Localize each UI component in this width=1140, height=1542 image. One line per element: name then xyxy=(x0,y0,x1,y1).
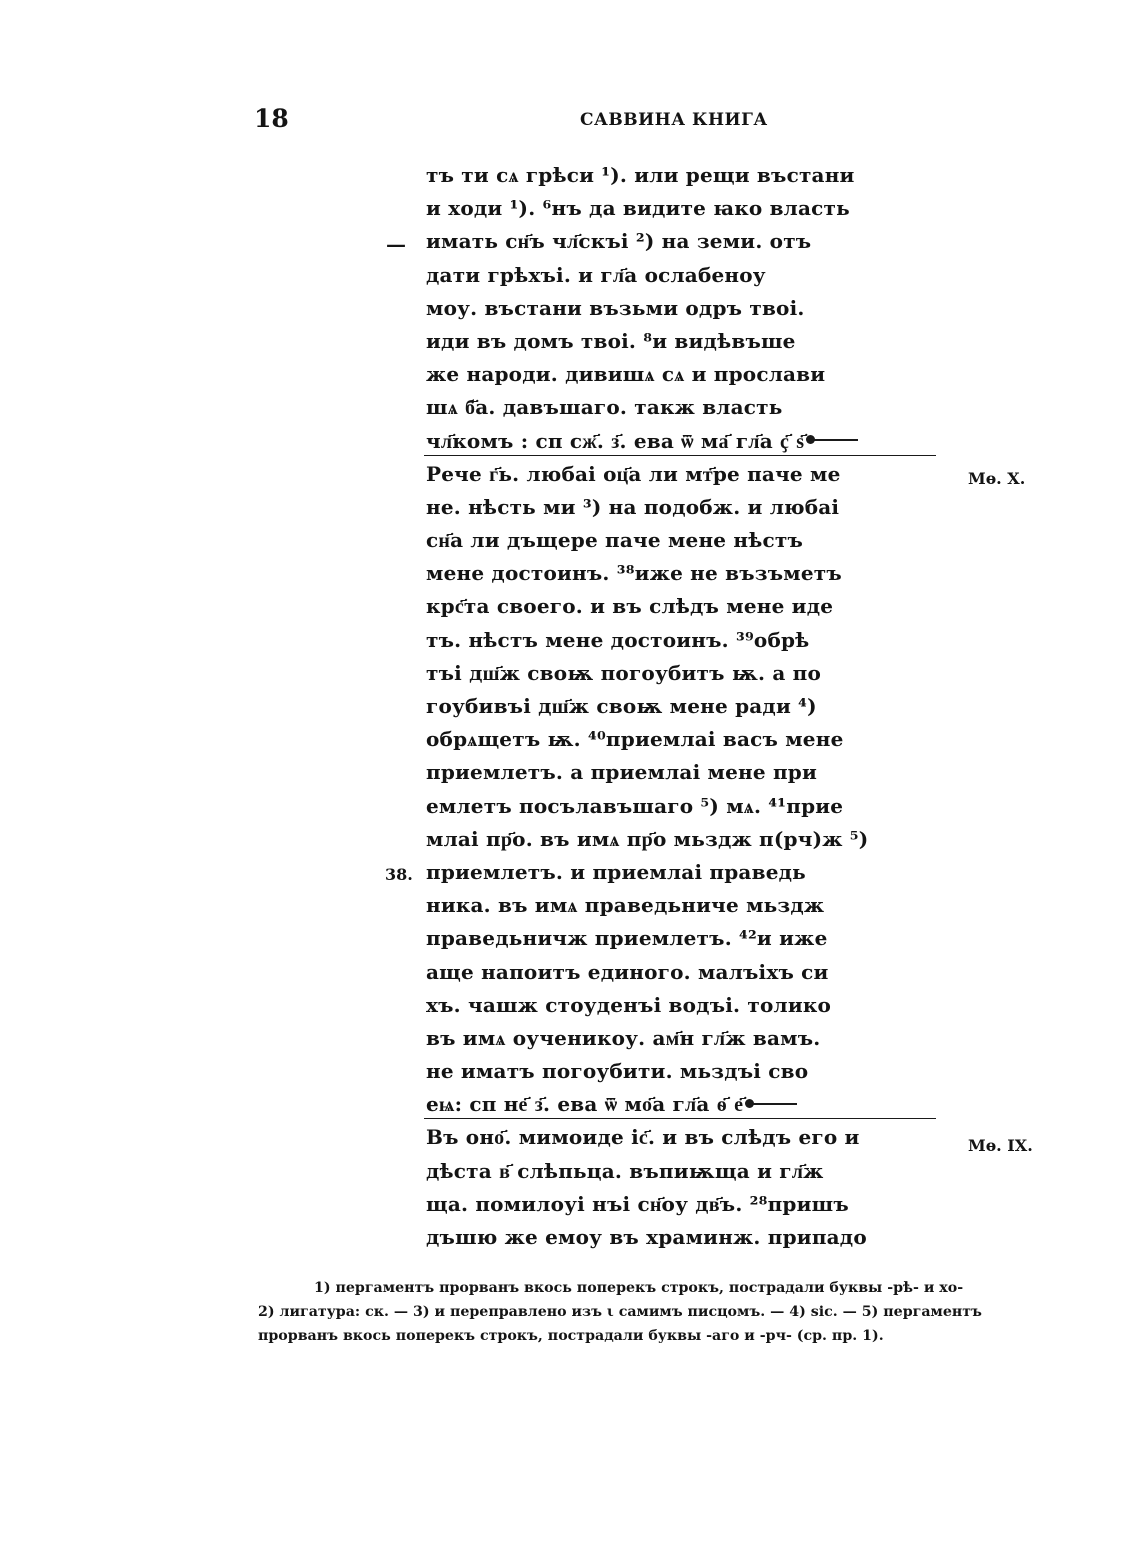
side-reference-matthew-ix: Мѳ. IX. xyxy=(968,1136,1033,1155)
text-line: приемлетъ. а приемлаі мене при xyxy=(426,760,818,785)
text-line: приемлетъ. и приемлаі праведь xyxy=(426,859,806,884)
text-line: хъ. чашж стоуденъі водъі. толико xyxy=(426,992,832,1017)
text-line: иди въ домъ твоі. ⁸и видѣвъше xyxy=(426,328,796,353)
text-line: тъ ти сѧ грѣси ¹). или рещи въстани xyxy=(426,163,855,187)
text-line: тъ. нѣстъ мене достоинъ. ³⁹обрѣ xyxy=(426,627,810,652)
footnote-line: прорванъ вкось поперекъ строкъ, пострадали буквы -аго и -рч- (ср. пр. 1). xyxy=(258,1328,884,1344)
text-line: гоубивъі дш҃ж своѭ мене ради ⁴) xyxy=(426,694,817,718)
main-text-column xyxy=(426,159,946,1254)
pointer-arrow-icon xyxy=(751,1103,797,1105)
text-line: и ходи ¹). ⁶нъ да видите ꙗко власть xyxy=(426,196,850,221)
text-line: моу. въстани възьми одръ твоі. xyxy=(426,295,805,320)
text-line: сн҃а ли дъщере паче мене нѣстъ xyxy=(426,528,803,553)
footnote-line: 1) пергаментъ прорванъ вкось поперекъ строкъ, пострадали буквы -рѣ- и хо- xyxy=(314,1280,964,1296)
text-line: не. нѣсть ми ³) на подобж. и любаі xyxy=(426,494,840,519)
text-line: мене достоинъ. ³⁸иже не възъметъ xyxy=(426,561,842,586)
text-line: не иматъ погоубити. мьздъі сво xyxy=(426,1059,809,1084)
text-line: шѧ б҃а. давъшаго. такж власть xyxy=(426,395,783,420)
text-line: въ имѧ оученикоу. ам҃н гл҃ж вамъ. xyxy=(426,1025,821,1050)
text-line: тъі дш҃ж своѭ погоубитъ ѭ. а по xyxy=(426,660,822,685)
footnotes xyxy=(258,1276,1078,1348)
text-line: праведьничж приемлетъ. ⁴²и иже xyxy=(426,926,828,951)
text-line: дати грѣхъі. и гл҃а ослабеноу xyxy=(426,262,766,287)
text-line-rubric-end: еѩ: сп не҃ з҃. ева ѿ мо҃а гл҃а ѳ҃ е҃ xyxy=(426,1088,946,1121)
text-line: дѣста в҃ слѣпьца. въпиѭща и гл҃ж xyxy=(426,1158,824,1183)
text-line: же народи. дивишѧ сѧ и прослави xyxy=(426,362,826,387)
text-line: ника. въ имѧ праведьниче мьздж xyxy=(426,893,825,918)
text-line: имать сн҃ъ чл҃скъі ²) на земи. отъ xyxy=(426,229,812,254)
text-line-rubric-end: чл҃комъ : сп сж҃. з҃. ева ѿ ма҃ гл҃а ҫ҃ ѕ҃ xyxy=(426,425,946,458)
text-line: ща. помилоуі нъі сн҃оу дв҃ъ. ²⁸пришъ xyxy=(426,1191,849,1216)
running-head: САВВИНА КНИГА xyxy=(580,110,768,130)
page-number: 18 xyxy=(254,104,289,133)
text-line: обрѧщетъ ѭ. ⁴⁰приемлаі васъ мене xyxy=(426,727,844,752)
margin-dash: — xyxy=(386,232,406,256)
text-line: аще напоитъ единого. малъіхъ си xyxy=(426,959,829,984)
verse-marker-38: 38. xyxy=(385,865,413,884)
footnote-line: 2) лигатура: ск. — 3) и переправлено изъ ι самимъ писцомъ. — 4) sic. — 5) пергаментъ xyxy=(258,1304,982,1320)
text-line: емлетъ посълавъшаго ⁵) мѧ. ⁴¹прие xyxy=(426,793,844,818)
text-line: Рече г҃ь. любаі оц҃а ли мт҃ре паче ме xyxy=(426,461,841,486)
side-reference-matthew-x: Мѳ. X. xyxy=(968,469,1026,488)
text-line: дъшю же емоу въ храминж. припадо xyxy=(426,1225,867,1249)
text-line: млаі пр҃о. въ имѧ пр҃о мьздж п(рч)ж ⁵) xyxy=(426,826,869,851)
text-line: Въ оно҃. мимоиде іс҃. и въ слѣдъ его и xyxy=(426,1125,860,1150)
pointer-arrow-icon xyxy=(812,439,858,441)
text-line: крс҃та своего. и въ слѣдъ мене иде xyxy=(426,594,834,619)
